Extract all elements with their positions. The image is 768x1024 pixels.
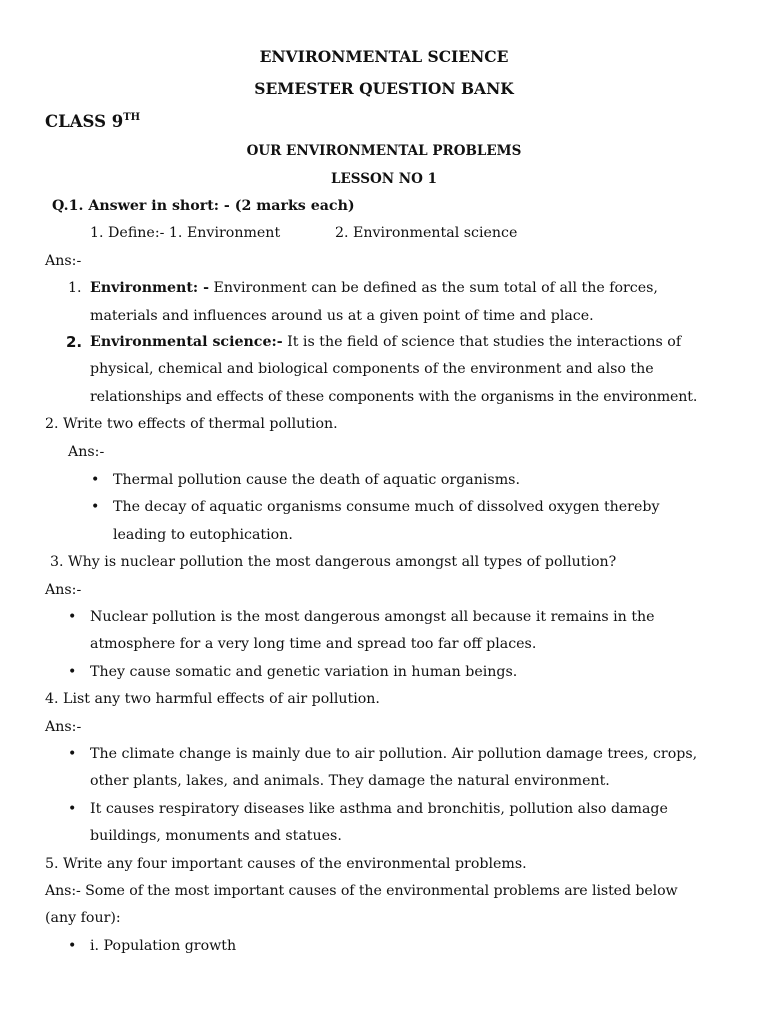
q4-bullet-1-line-2: other plants, lakes, and animals. They damage the natural environment. xyxy=(90,773,610,789)
document-title: ENVIRONMENTAL SCIENCE xyxy=(259,47,509,66)
q1-answer-1-line-2: materials and influences around us at a given point of time and place. xyxy=(90,308,594,324)
q2-question: 2. Write two effects of thermal pollution. xyxy=(45,416,338,432)
q1-answer-2-line-3: relationships and effects of these components with the organisms in the environment. xyxy=(90,389,698,405)
q1-answer-2-text: It is the field of science that studies the interactions of xyxy=(282,334,682,350)
q5-ans-line-1: Ans:- Some of the most important causes of the environmental problems are listed below xyxy=(45,883,678,899)
q2-bullet-1: Thermal pollution cause the death of aquatic organisms. xyxy=(113,472,520,488)
q2-bullet-2-marker: • xyxy=(91,499,100,515)
q4-ans-label: Ans:- xyxy=(45,719,82,735)
q3-bullet-2: They cause somatic and genetic variation in human beings. xyxy=(90,664,518,680)
q2-ans-label: Ans:- xyxy=(68,444,105,460)
q3-bullet-1-line-2: atmosphere for a very long time and spread too far off places. xyxy=(90,636,537,652)
q1-define-item-2: 2. Environmental science xyxy=(335,225,518,241)
q4-bullet-2-line-2: buildings, monuments and statues. xyxy=(90,828,342,844)
q5-ans-line-2: (any four): xyxy=(45,910,121,926)
q1-answer-1-line-1 xyxy=(90,279,658,297)
q5-bullet-1: i. Population growth xyxy=(90,938,237,954)
q2-bullet-2-line-2: leading to eutophication. xyxy=(113,527,293,543)
q4-bullet-1-marker: • xyxy=(68,746,77,762)
q5-question: 5. Write any four important causes of the environmental problems. xyxy=(45,856,527,872)
q3-ans-label: Ans:- xyxy=(45,582,82,598)
q1-answer-1-number: 1. xyxy=(68,280,82,296)
q2-bullet-2-line-1: The decay of aquatic organisms consume much of dissolved oxygen thereby xyxy=(113,499,660,515)
q4-bullet-1-line-1: The climate change is mainly due to air pollution. Air pollution damage trees, crops, xyxy=(90,746,698,762)
class-label: CLASS 9 xyxy=(45,112,124,131)
q1-ans-label: Ans:- xyxy=(45,253,82,269)
document-subtitle: SEMESTER QUESTION BANK xyxy=(254,79,514,98)
q1-answer-1-text: Environment can be defined as the sum total of all the forces, xyxy=(209,280,658,296)
q4-bullet-2-marker: • xyxy=(68,801,77,817)
q4-bullet-2-line-1: It causes respiratory diseases like asthma and bronchitis, pollution also damage xyxy=(90,801,668,817)
lesson-number: LESSON NO 1 xyxy=(331,171,437,187)
q1-answer-1-term: Environment: - xyxy=(90,280,209,296)
q1-answer-2-term: Environmental science:- xyxy=(90,334,283,350)
q1-answer-2-line-1 xyxy=(90,333,681,351)
q5-bullet-1-marker: • xyxy=(68,938,77,954)
q3-question: 3. Why is nuclear pollution the most dangerous amongst all types of pollution? xyxy=(50,554,617,570)
q1-define-line: 1. Define:- 1. Environment xyxy=(90,225,281,241)
q3-bullet-1-marker: • xyxy=(68,609,77,625)
q4-question: 4. List any two harmful effects of air pollution. xyxy=(45,691,380,707)
q3-bullet-1-line-1: Nuclear pollution is the most dangerous amongst all because it remains in the xyxy=(90,609,655,625)
q1-answer-2-number: 2. xyxy=(66,333,83,351)
q3-bullet-2-marker: • xyxy=(68,664,77,680)
class-superscript: TH xyxy=(123,112,141,123)
q2-bullet-1-marker: • xyxy=(91,472,100,488)
q1-answer-2-line-2: physical, chemical and biological components of the environment and also the xyxy=(90,361,654,377)
q1-heading: Q.1. Answer in short: - (2 marks each) xyxy=(52,198,355,214)
chapter-title: OUR ENVIRONMENTAL PROBLEMS xyxy=(246,143,522,159)
class-heading xyxy=(45,113,140,131)
